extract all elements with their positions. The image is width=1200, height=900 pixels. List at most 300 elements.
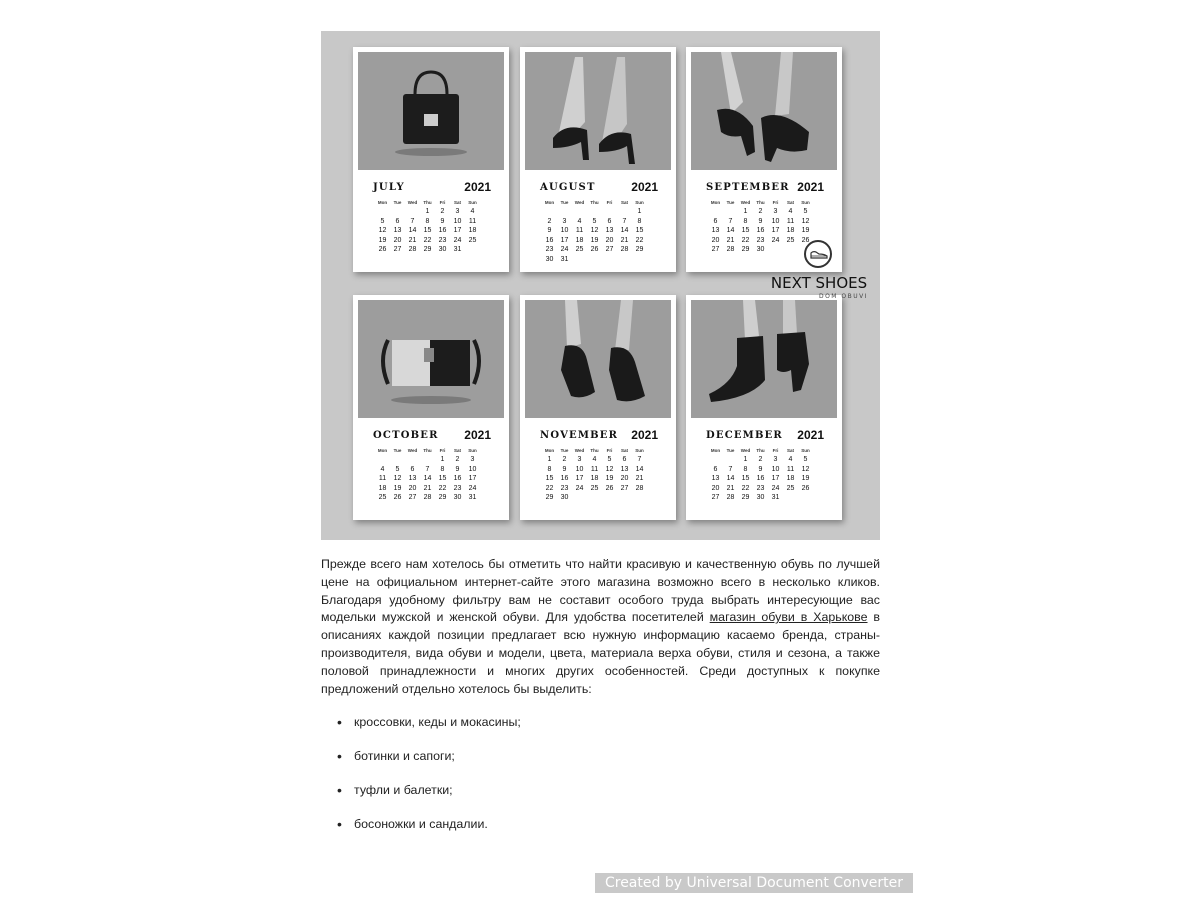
day-cell xyxy=(632,255,647,265)
day-cell: 2 xyxy=(547,217,552,225)
day-cell: 13 xyxy=(605,227,614,234)
day-cell: 1 xyxy=(425,208,430,215)
day-cell: 29 xyxy=(741,494,750,501)
day-cell: 17 xyxy=(560,236,569,244)
day-cell: 4 xyxy=(470,208,475,215)
day-cell: 3 xyxy=(577,456,582,463)
month-name: JULY xyxy=(373,182,405,193)
day-cell xyxy=(557,207,572,217)
day-cell: 19 xyxy=(393,484,402,492)
year-label: 2021 xyxy=(797,180,824,194)
day-cell xyxy=(572,493,587,503)
day-cell: 8 xyxy=(425,217,430,225)
logo-name: NEXT SHOES xyxy=(770,274,868,292)
day-cell: 4 xyxy=(592,456,597,463)
day-cell: 13 xyxy=(711,227,720,234)
weekday-header: Wed xyxy=(740,200,751,205)
weekday-header: Wed xyxy=(740,448,751,453)
day-cell: 6 xyxy=(622,456,627,463)
product-photo-ankle-boots xyxy=(691,300,837,418)
day-cell: 17 xyxy=(771,475,780,482)
day-cell: 28 xyxy=(635,484,644,492)
day-cell: 12 xyxy=(393,475,402,482)
weekday-header: Fri xyxy=(439,200,446,205)
weekday-header: Sat xyxy=(453,448,461,453)
day-cell: 24 xyxy=(771,484,780,492)
week-row xyxy=(542,455,647,465)
week-row xyxy=(708,217,813,227)
weekday-header: Tue xyxy=(560,200,569,205)
day-cell: 25 xyxy=(786,484,795,492)
day-cell: 3 xyxy=(455,208,460,215)
day-cell: 24 xyxy=(468,484,477,492)
day-cell: 30 xyxy=(438,246,447,253)
week-row xyxy=(375,474,480,484)
weekday-header: Wed xyxy=(574,200,585,205)
week-row xyxy=(542,217,647,227)
weekday-header: Mon xyxy=(377,200,388,205)
day-cell: 27 xyxy=(711,494,720,501)
calendar-header xyxy=(706,180,824,196)
day-cell: 5 xyxy=(395,465,400,473)
day-cell: 11 xyxy=(575,227,584,234)
calendar-card-july xyxy=(353,47,509,272)
day-cell xyxy=(587,255,602,265)
day-cell: 23 xyxy=(545,246,554,253)
day-cell: 31 xyxy=(771,494,780,501)
day-cell: 15 xyxy=(635,227,644,234)
week-row xyxy=(708,207,813,217)
day-cell: 19 xyxy=(605,475,614,482)
day-cell: 28 xyxy=(726,246,735,253)
day-cell xyxy=(617,207,632,217)
weekday-header: Sun xyxy=(468,200,477,205)
day-cell xyxy=(708,455,723,465)
day-cell: 5 xyxy=(592,217,597,225)
day-cell xyxy=(723,207,738,217)
day-cell: 25 xyxy=(575,246,584,253)
day-cell: 2 xyxy=(440,208,445,215)
day-cell: 6 xyxy=(410,465,415,473)
day-cell: 14 xyxy=(408,227,417,234)
day-cell xyxy=(723,455,738,465)
day-cell: 28 xyxy=(423,494,432,501)
day-cell: 20 xyxy=(408,484,417,492)
week-row xyxy=(542,493,647,503)
day-cell: 28 xyxy=(408,246,417,253)
day-cell: 3 xyxy=(773,456,778,463)
day-cell: 26 xyxy=(801,236,810,244)
weekday-header: Sun xyxy=(635,200,644,205)
day-cell: 15 xyxy=(423,227,432,234)
day-cell: 23 xyxy=(756,236,765,244)
day-cell: 11 xyxy=(378,475,387,482)
day-cell: 27 xyxy=(620,484,629,492)
day-cell: 16 xyxy=(545,236,554,244)
day-cell: 8 xyxy=(743,217,748,225)
day-cell: 21 xyxy=(423,484,432,492)
weekday-header: Fri xyxy=(606,200,613,205)
day-cell: 19 xyxy=(378,236,387,244)
day-cell: 10 xyxy=(771,217,780,225)
day-cell: 6 xyxy=(607,217,612,225)
day-cell: 10 xyxy=(575,465,584,473)
weekday-header: Sat xyxy=(620,448,628,453)
week-row xyxy=(375,455,480,465)
weekday-header: Sat xyxy=(620,200,628,205)
weekday-header: Mon xyxy=(710,448,721,453)
day-cell: 20 xyxy=(605,236,614,244)
week-row xyxy=(708,474,813,484)
day-cell: 3 xyxy=(773,208,778,215)
day-cell: 2 xyxy=(455,456,460,463)
day-cell: 1 xyxy=(743,208,748,215)
day-cell: 16 xyxy=(756,227,765,234)
day-cell: 30 xyxy=(756,494,765,501)
weekday-header: Fri xyxy=(439,448,446,453)
day-cell: 7 xyxy=(622,217,627,225)
day-cell: 15 xyxy=(438,475,447,482)
day-cell: 18 xyxy=(468,227,477,234)
day-cell: 13 xyxy=(620,465,629,473)
day-cell: 9 xyxy=(455,465,460,473)
day-cell xyxy=(375,207,390,217)
day-cell: 22 xyxy=(635,236,644,244)
day-cell: 31 xyxy=(468,494,477,501)
day-cell: 12 xyxy=(605,465,614,473)
day-cell xyxy=(465,245,480,255)
calendar-header xyxy=(373,180,491,196)
month-name: AUGUST xyxy=(540,182,596,193)
day-cell: 4 xyxy=(788,208,793,215)
product-photo-strappy-heels xyxy=(525,52,671,170)
calendar-card-august xyxy=(520,47,676,272)
day-cell: 5 xyxy=(803,456,808,463)
day-cell: 26 xyxy=(393,494,402,501)
product-photo-bow-pumps xyxy=(691,52,837,170)
year-label: 2021 xyxy=(464,428,491,442)
day-cell xyxy=(617,493,632,503)
day-cell: 23 xyxy=(756,484,765,492)
week-row xyxy=(708,226,813,236)
calendar-card-september xyxy=(686,47,842,272)
day-cell: 25 xyxy=(590,484,599,492)
day-cell: 3 xyxy=(562,217,567,225)
day-cell: 21 xyxy=(635,475,644,482)
week-row xyxy=(542,226,647,236)
day-cell: 14 xyxy=(726,227,735,234)
day-cell: 22 xyxy=(438,484,447,492)
product-photo-loafers xyxy=(525,300,671,418)
day-cell: 17 xyxy=(468,475,477,482)
day-cell: 8 xyxy=(547,465,552,473)
day-cell: 4 xyxy=(788,456,793,463)
day-cell: 13 xyxy=(711,475,720,482)
year-label: 2021 xyxy=(631,180,658,194)
day-cell xyxy=(602,255,617,265)
weekday-header: Thu xyxy=(423,200,432,205)
week-row xyxy=(542,245,647,255)
calendar-grid xyxy=(375,447,480,503)
shoe-logo-icon xyxy=(804,240,832,268)
day-cell: 17 xyxy=(453,227,462,234)
day-cell: 1 xyxy=(547,456,552,463)
weekday-header: Tue xyxy=(393,448,402,453)
day-cell: 20 xyxy=(711,484,720,492)
day-cell: 14 xyxy=(726,475,735,482)
day-cell: 13 xyxy=(408,475,417,482)
week-row xyxy=(375,226,480,236)
day-cell: 26 xyxy=(590,246,599,253)
day-cell: 20 xyxy=(620,475,629,482)
week-row xyxy=(542,474,647,484)
day-cell xyxy=(375,455,390,465)
day-cell: 23 xyxy=(438,236,447,244)
day-cell: 17 xyxy=(575,475,584,482)
day-cell: 16 xyxy=(560,475,569,482)
weekday-header: Tue xyxy=(393,200,402,205)
calendar-grid xyxy=(375,199,480,255)
week-row xyxy=(375,245,480,255)
day-cell: 11 xyxy=(590,465,599,473)
day-cell: 6 xyxy=(713,465,718,473)
weekday-header: Tue xyxy=(726,200,735,205)
shoe-store-link[interactable]: магазин обуви в Харькове xyxy=(709,610,868,625)
day-cell: 3 xyxy=(470,456,475,463)
day-cell: 1 xyxy=(440,456,445,463)
day-cell: 4 xyxy=(380,465,385,473)
day-cell: 10 xyxy=(771,465,780,473)
week-row xyxy=(542,255,647,265)
week-row xyxy=(375,236,480,246)
list-item: • босоножки и сандалии. xyxy=(321,816,880,850)
day-cell xyxy=(587,493,602,503)
day-cell: 29 xyxy=(438,494,447,501)
week-row xyxy=(542,236,647,246)
day-cell: 21 xyxy=(408,236,417,244)
week-row xyxy=(708,484,813,494)
calendar-grid xyxy=(542,199,647,264)
day-cell: 21 xyxy=(726,236,735,244)
day-cell: 27 xyxy=(711,246,720,253)
day-cell: 8 xyxy=(440,465,445,473)
day-cell: 24 xyxy=(560,246,569,253)
week-row xyxy=(708,465,813,475)
year-label: 2021 xyxy=(797,428,824,442)
day-cell: 16 xyxy=(756,475,765,482)
day-cell: 11 xyxy=(468,217,477,225)
next-shoes-logo xyxy=(766,240,872,302)
day-cell: 26 xyxy=(605,484,614,492)
weekday-header: Sun xyxy=(801,448,810,453)
day-cell xyxy=(405,207,420,217)
logo-subtitle: DOM OBUVI xyxy=(818,293,868,300)
day-cell: 19 xyxy=(590,236,599,244)
day-cell xyxy=(572,207,587,217)
weekday-header: Mon xyxy=(377,448,388,453)
day-cell: 6 xyxy=(395,217,400,225)
day-cell: 30 xyxy=(453,494,462,501)
day-cell: 1 xyxy=(743,456,748,463)
day-cell: 16 xyxy=(438,227,447,234)
day-cell: 24 xyxy=(453,236,462,244)
month-name: NOVEMBER xyxy=(540,430,619,441)
calendar-header xyxy=(540,180,658,196)
day-cell: 21 xyxy=(620,236,629,244)
weekday-header: Fri xyxy=(772,448,779,453)
week-row xyxy=(708,455,813,465)
article-text-2: в описаниях каждой позиции предлагает всю нужную информацию касаемо бренда, страны-производителя, вида обуви и модели, цвета, материала верха обуви, стиля и сезона, а также половой принадлежности и многих других особенностей. Среди доступных к покупке предложений отдельно хотелось бы выделить: xyxy=(321,610,881,696)
weekday-header: Thu xyxy=(423,448,432,453)
day-cell: 10 xyxy=(468,465,477,473)
weekday-header: Fri xyxy=(606,448,613,453)
day-cell xyxy=(542,207,557,217)
day-cell: 26 xyxy=(378,246,387,253)
day-cell: 28 xyxy=(620,246,629,253)
day-cell: 22 xyxy=(545,484,554,492)
weekday-header: Mon xyxy=(544,200,555,205)
day-cell: 29 xyxy=(545,494,554,501)
weekday-header: Sun xyxy=(635,448,644,453)
day-cell xyxy=(390,207,405,217)
year-label: 2021 xyxy=(464,180,491,194)
day-cell xyxy=(617,255,632,265)
month-name: SEPTEMBER xyxy=(706,182,790,193)
weekday-header: Thu xyxy=(590,200,599,205)
day-cell: 25 xyxy=(378,494,387,501)
day-cell: 5 xyxy=(380,217,385,225)
day-cell: 24 xyxy=(575,484,584,492)
day-cell: 1 xyxy=(637,208,642,215)
day-cell: 14 xyxy=(423,475,432,482)
list-item: • туфли и балетки; xyxy=(321,782,880,816)
day-cell: 5 xyxy=(607,456,612,463)
weekday-header: Sat xyxy=(453,200,461,205)
day-cell: 6 xyxy=(713,217,718,225)
day-cell xyxy=(783,493,798,503)
day-cell: 22 xyxy=(741,236,750,244)
day-cell: 9 xyxy=(758,217,763,225)
day-cell: 7 xyxy=(410,217,415,225)
day-cell: 18 xyxy=(786,475,795,482)
weekday-header: Sat xyxy=(786,448,794,453)
day-cell: 8 xyxy=(743,465,748,473)
day-cell xyxy=(602,493,617,503)
day-cell: 7 xyxy=(637,456,642,463)
day-cell: 11 xyxy=(786,217,795,225)
day-cell: 9 xyxy=(547,227,552,234)
day-cell: 11 xyxy=(786,465,795,473)
day-cell: 29 xyxy=(741,246,750,253)
day-cell: 18 xyxy=(378,484,387,492)
day-cell: 25 xyxy=(786,236,795,244)
day-cell: 26 xyxy=(801,484,810,492)
day-cell: 7 xyxy=(728,465,733,473)
day-cell xyxy=(708,207,723,217)
day-cell: 29 xyxy=(423,246,432,253)
day-cell: 23 xyxy=(560,484,569,492)
day-cell: 23 xyxy=(453,484,462,492)
day-cell: 19 xyxy=(801,227,810,234)
weekday-header: Fri xyxy=(772,200,779,205)
day-cell: 7 xyxy=(728,217,733,225)
day-cell xyxy=(405,455,420,465)
calendar-grid xyxy=(542,447,647,503)
calendar-header xyxy=(706,428,824,444)
day-cell xyxy=(587,207,602,217)
day-cell: 15 xyxy=(741,227,750,234)
weekday-header: Thu xyxy=(756,200,765,205)
day-cell: 18 xyxy=(590,475,599,482)
day-cell xyxy=(798,493,813,503)
day-cell: 7 xyxy=(425,465,430,473)
weekday-header: Sun xyxy=(801,200,810,205)
day-cell: 18 xyxy=(786,227,795,234)
day-cell: 12 xyxy=(378,227,387,234)
day-cell: 24 xyxy=(771,236,780,244)
day-cell: 30 xyxy=(560,494,569,501)
day-cell: 31 xyxy=(453,246,462,253)
list-item: • ботинки и сапоги; xyxy=(321,748,880,782)
day-cell: 30 xyxy=(756,246,765,253)
week-row xyxy=(708,493,813,503)
week-row xyxy=(375,484,480,494)
day-cell: 13 xyxy=(393,227,402,234)
day-cell: 22 xyxy=(423,236,432,244)
calendar-header xyxy=(540,428,658,444)
day-cell: 18 xyxy=(575,236,584,244)
weekday-header: Wed xyxy=(407,200,418,205)
day-cell: 12 xyxy=(801,465,810,473)
week-row xyxy=(375,217,480,227)
weekday-header: Tue xyxy=(726,448,735,453)
day-cell: 19 xyxy=(801,475,810,482)
day-cell: 2 xyxy=(562,456,567,463)
day-cell: 10 xyxy=(560,227,569,234)
weekday-header: Thu xyxy=(756,448,765,453)
weekday-header: Thu xyxy=(590,448,599,453)
day-cell: 4 xyxy=(577,217,582,225)
calendar-card-october xyxy=(353,295,509,520)
day-cell: 27 xyxy=(605,246,614,253)
day-cell: 20 xyxy=(711,236,720,244)
weekday-header: Wed xyxy=(574,448,585,453)
day-cell xyxy=(602,207,617,217)
day-cell: 16 xyxy=(453,475,462,482)
day-cell: 25 xyxy=(468,236,477,244)
day-cell: 9 xyxy=(758,465,763,473)
week-row xyxy=(375,493,480,503)
year-label: 2021 xyxy=(631,428,658,442)
day-cell: 2 xyxy=(758,456,763,463)
day-cell: 15 xyxy=(741,475,750,482)
day-cell: 5 xyxy=(803,208,808,215)
day-cell: 8 xyxy=(637,217,642,225)
day-cell: 31 xyxy=(560,255,569,263)
day-cell: 17 xyxy=(771,227,780,234)
weekday-header: Wed xyxy=(407,448,418,453)
calendar-card-december xyxy=(686,295,842,520)
day-cell: 12 xyxy=(590,227,599,234)
calendar-grid xyxy=(708,447,813,503)
day-cell: 20 xyxy=(393,236,402,244)
bullet-list xyxy=(321,714,880,850)
weekday-header: Tue xyxy=(560,448,569,453)
day-cell: 30 xyxy=(545,255,554,263)
week-row xyxy=(375,207,480,217)
day-cell xyxy=(632,493,647,503)
day-cell: 2 xyxy=(758,208,763,215)
